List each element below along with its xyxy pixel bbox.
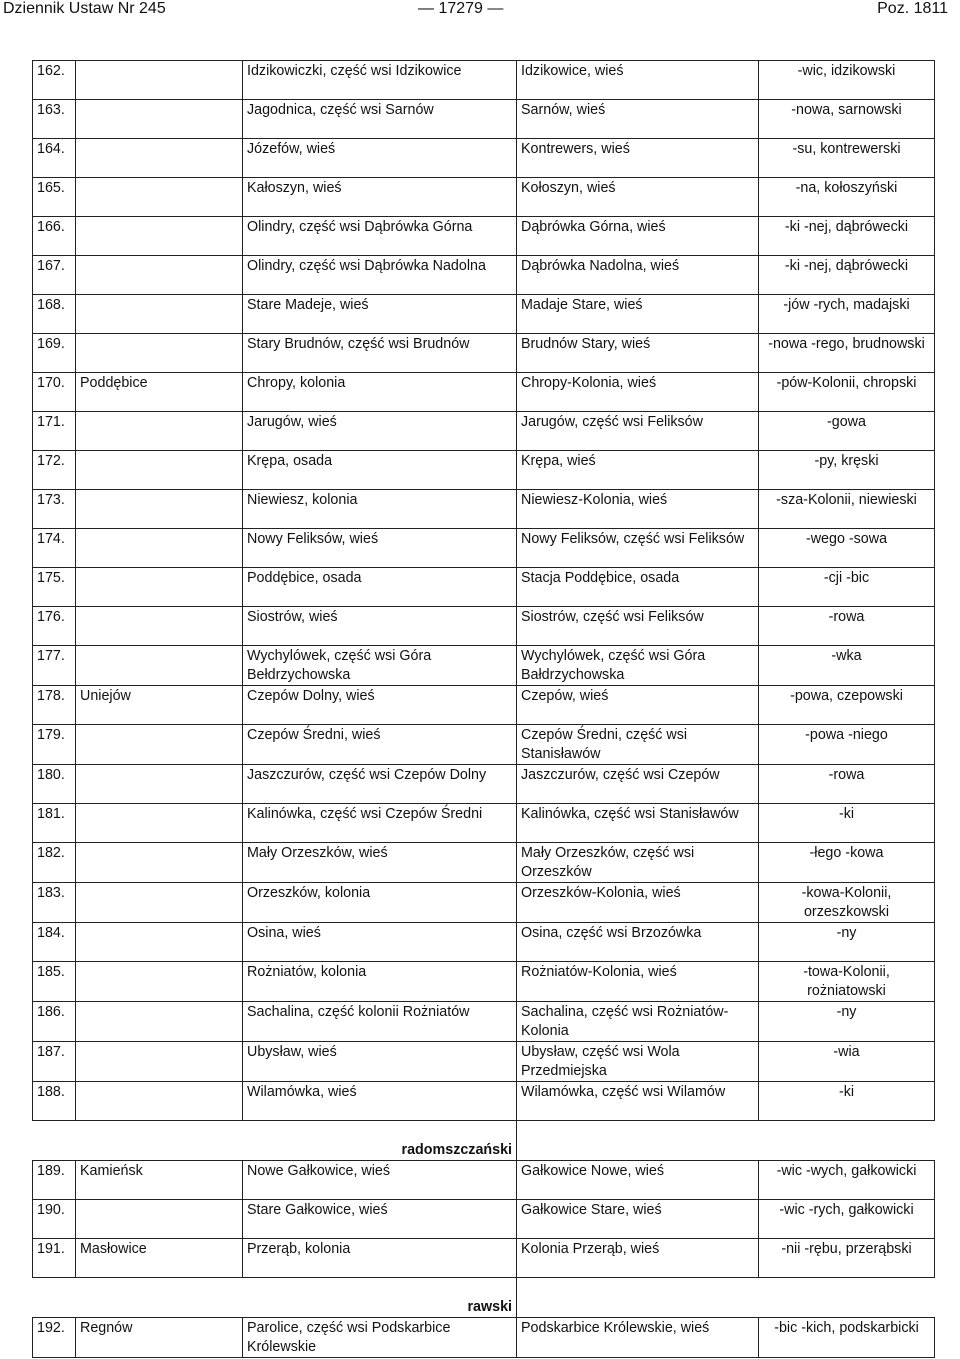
current-name-cell: Przerąb, kolonia	[243, 1239, 517, 1278]
row-number: 172.	[33, 451, 76, 490]
official-name-cell: Sachalina, część wsi Rożniatów-Kolonia	[517, 1002, 759, 1042]
current-name-cell: Czepów Dolny, wieś	[243, 686, 517, 725]
current-name-cell: Jaszczurów, część wsi Czepów Dolny	[243, 765, 517, 804]
current-name-cell: Idzikowiczki, część wsi Idzikowice	[243, 61, 517, 100]
adjective-cell: -cji -bic	[759, 568, 935, 607]
adjective-cell: -kowa-Kolonii, orzeszkowski	[759, 883, 935, 923]
current-name-cell: Józefów, wieś	[243, 139, 517, 178]
current-name-cell: Mały Orzeszków, wieś	[243, 843, 517, 883]
official-name-cell: Chropy-Kolonia, wieś	[517, 373, 759, 412]
table-row	[33, 1239, 935, 1278]
official-name-cell: Brudnów Stary, wieś	[517, 334, 759, 373]
adjective-cell: -jów -rych, madajski	[759, 295, 935, 334]
current-name-cell: Czepów Średni, wieś	[243, 725, 517, 765]
adjective-cell: -nowa, sarnowski	[759, 100, 935, 139]
table-row	[33, 100, 935, 139]
table-row	[33, 804, 935, 843]
table-row	[33, 1002, 935, 1042]
table-row	[33, 843, 935, 883]
table-row	[33, 883, 935, 923]
adjective-cell: -wia	[759, 1042, 935, 1082]
adjective-cell: -towa-Kolonii, rożniatowski	[759, 962, 935, 1002]
table-row	[33, 61, 935, 100]
row-number: 192.	[33, 1318, 76, 1358]
adjective-cell: -ny	[759, 1002, 935, 1042]
adjective-cell: -ki	[759, 804, 935, 843]
official-name-cell: Jarugów, część wsi Feliksów	[517, 412, 759, 451]
official-name-cell: Kolonia Przerąb, wieś	[517, 1239, 759, 1278]
official-name-cell: Ubysław, część wsi Wola Przedmiejska	[517, 1042, 759, 1082]
current-name-cell: Stare Madeje, wieś	[243, 295, 517, 334]
current-name-cell: Chropy, kolonia	[243, 373, 517, 412]
gmina-cell: Masłowice	[76, 1239, 243, 1278]
gmina-cell	[76, 256, 243, 295]
gmina-cell	[76, 1082, 243, 1121]
county-name: radomszczański	[76, 1121, 517, 1161]
current-name-cell: Jarugów, wieś	[243, 412, 517, 451]
gmina-cell: Poddębice	[76, 373, 243, 412]
table-row	[33, 607, 935, 646]
journal-title: Dziennik Ustaw Nr 245	[3, 0, 166, 17]
adjective-cell: -powa, czepowski	[759, 686, 935, 725]
gmina-cell	[76, 217, 243, 256]
gmina-cell	[76, 923, 243, 962]
row-number: 170.	[33, 373, 76, 412]
table-row	[33, 256, 935, 295]
official-name-cell: Gałkowice Stare, wieś	[517, 1200, 759, 1239]
county-section-row	[33, 1121, 935, 1161]
row-number: 164.	[33, 139, 76, 178]
county-section-row	[33, 1278, 935, 1318]
gmina-cell	[76, 725, 243, 765]
row-number: 190.	[33, 1200, 76, 1239]
current-name-cell: Parolice, część wsi Podskarbice Królewskie	[243, 1318, 517, 1358]
gmina-cell	[76, 804, 243, 843]
official-name-cell: Siostrów, część wsi Feliksów	[517, 607, 759, 646]
table-row	[33, 923, 935, 962]
gmina-cell	[76, 334, 243, 373]
current-name-cell: Wilamówka, wieś	[243, 1082, 517, 1121]
official-name-cell: Gałkowice Nowe, wieś	[517, 1161, 759, 1200]
table-row	[33, 295, 935, 334]
row-number: 171.	[33, 412, 76, 451]
adjective-cell: -py, kręski	[759, 451, 935, 490]
table-row	[33, 373, 935, 412]
official-name-cell: Sarnów, wieś	[517, 100, 759, 139]
adjective-cell: -rowa	[759, 607, 935, 646]
row-number: 180.	[33, 765, 76, 804]
gmina-cell	[76, 607, 243, 646]
table-row	[33, 1042, 935, 1082]
adjective-cell: -ki	[759, 1082, 935, 1121]
table-row	[33, 451, 935, 490]
row-number: 179.	[33, 725, 76, 765]
official-name-cell: Rożniatów-Kolonia, wieś	[517, 962, 759, 1002]
adjective-cell: -su, kontrewerski	[759, 139, 935, 178]
current-name-cell: Krępa, osada	[243, 451, 517, 490]
adjective-cell: -nowa -rego, brudnowski	[759, 334, 935, 373]
row-number: 183.	[33, 883, 76, 923]
gmina-cell	[76, 490, 243, 529]
gmina-cell	[76, 962, 243, 1002]
current-name-cell: Kalinówka, część wsi Czepów Średni	[243, 804, 517, 843]
current-name-cell: Stary Brudnów, część wsi Brudnów	[243, 334, 517, 373]
adjective-cell: -rowa	[759, 765, 935, 804]
current-name-cell: Nowy Feliksów, wieś	[243, 529, 517, 568]
gmina-cell	[76, 295, 243, 334]
current-name-cell: Sachalina, część kolonii Rożniatów	[243, 1002, 517, 1042]
adjective-cell: -bic -kich, podskarbicki	[759, 1318, 935, 1358]
gmina-cell	[76, 100, 243, 139]
official-name-cell: Madaje Stare, wieś	[517, 295, 759, 334]
official-name-cell: Kołoszyn, wieś	[517, 178, 759, 217]
gmina-cell: Uniejów	[76, 686, 243, 725]
adjective-cell: -wka	[759, 646, 935, 686]
table-row	[33, 568, 935, 607]
official-name-cell: Krępa, wieś	[517, 451, 759, 490]
position-number: Poz. 1811	[877, 0, 948, 17]
table-row	[33, 178, 935, 217]
table-row	[33, 217, 935, 256]
adjective-cell: -pów-Kolonii, chropski	[759, 373, 935, 412]
official-name-cell: Orzeszków-Kolonia, wieś	[517, 883, 759, 923]
adjective-cell: -gowa	[759, 412, 935, 451]
current-name-cell: Niewiesz, kolonia	[243, 490, 517, 529]
current-name-cell: Jagodnica, część wsi Sarnów	[243, 100, 517, 139]
row-number: 165.	[33, 178, 76, 217]
adjective-cell: -sza-Kolonii, niewieski	[759, 490, 935, 529]
gmina-cell	[76, 646, 243, 686]
official-name-cell: Czepów, wieś	[517, 686, 759, 725]
table-row	[33, 1161, 935, 1200]
row-number: 189.	[33, 1161, 76, 1200]
gmina-cell	[76, 843, 243, 883]
official-name-cell: Mały Orzeszków, część wsi Orzeszków	[517, 843, 759, 883]
current-name-cell: Orzeszków, kolonia	[243, 883, 517, 923]
row-number: 176.	[33, 607, 76, 646]
gmina-cell	[76, 568, 243, 607]
table-row	[33, 1200, 935, 1239]
current-name-cell: Olindry, część wsi Dąbrówka Nadolna	[243, 256, 517, 295]
adjective-cell: -wego -sowa	[759, 529, 935, 568]
current-name-cell: Poddębice, osada	[243, 568, 517, 607]
table-row	[33, 1082, 935, 1121]
row-number: 182.	[33, 843, 76, 883]
row-number: 166.	[33, 217, 76, 256]
row-number: 175.	[33, 568, 76, 607]
table-row	[33, 646, 935, 686]
row-number: 167.	[33, 256, 76, 295]
official-name-cell: Idzikowice, wieś	[517, 61, 759, 100]
official-name-cell: Stacja Poddębice, osada	[517, 568, 759, 607]
table-row	[33, 412, 935, 451]
current-name-cell: Olindry, część wsi Dąbrówka Górna	[243, 217, 517, 256]
table-row	[33, 725, 935, 765]
gmina-cell: Regnów	[76, 1318, 243, 1358]
official-name-cell: Kontrewers, wieś	[517, 139, 759, 178]
page-number: — 17279 —	[418, 0, 504, 17]
adjective-cell: -wic -rych, gałkowicki	[759, 1200, 935, 1239]
official-name-cell: Osina, część wsi Brzozówka	[517, 923, 759, 962]
current-name-cell: Stare Gałkowice, wieś	[243, 1200, 517, 1239]
row-number: 184.	[33, 923, 76, 962]
current-name-cell: Osina, wieś	[243, 923, 517, 962]
official-name-cell: Wilamówka, część wsi Wilamów	[517, 1082, 759, 1121]
official-name-cell: Dąbrówka Nadolna, wieś	[517, 256, 759, 295]
table-row	[33, 334, 935, 373]
gmina-cell	[76, 451, 243, 490]
table-row	[33, 962, 935, 1002]
row-number: 168.	[33, 295, 76, 334]
row-number: 162.	[33, 61, 76, 100]
row-number: 181.	[33, 804, 76, 843]
gmina-cell	[76, 61, 243, 100]
adjective-cell: -łego -kowa	[759, 843, 935, 883]
adjective-cell: -na, kołoszyński	[759, 178, 935, 217]
adjective-cell: -ny	[759, 923, 935, 962]
row-number: 173.	[33, 490, 76, 529]
official-name-cell: Dąbrówka Górna, wieś	[517, 217, 759, 256]
row-number: 163.	[33, 100, 76, 139]
current-name-cell: Kałoszyn, wieś	[243, 178, 517, 217]
gmina-cell	[76, 529, 243, 568]
row-number: 178.	[33, 686, 76, 725]
gmina-cell	[76, 1042, 243, 1082]
gmina-cell: Kamieńsk	[76, 1161, 243, 1200]
place-names-table	[32, 60, 935, 1358]
table-row	[33, 139, 935, 178]
official-name-cell: Niewiesz-Kolonia, wieś	[517, 490, 759, 529]
adjective-cell: -ki -nej, dąbrówecki	[759, 256, 935, 295]
row-number: 177.	[33, 646, 76, 686]
row-number: 187.	[33, 1042, 76, 1082]
current-name-cell: Ubysław, wieś	[243, 1042, 517, 1082]
row-number: 174.	[33, 529, 76, 568]
gmina-cell	[76, 412, 243, 451]
adjective-cell: -wic, idzikowski	[759, 61, 935, 100]
gmina-cell	[76, 883, 243, 923]
row-number: 191.	[33, 1239, 76, 1278]
official-name-cell: Kalinówka, część wsi Stanisławów	[517, 804, 759, 843]
gmina-cell	[76, 139, 243, 178]
gmina-cell	[76, 1200, 243, 1239]
official-name-cell: Podskarbice Królewskie, wieś	[517, 1318, 759, 1358]
official-name-cell: Wychylówek, część wsi Góra Bałdrzychowska	[517, 646, 759, 686]
current-name-cell: Wychylówek, część wsi Góra Bełdrzychowska	[243, 646, 517, 686]
table-row	[33, 529, 935, 568]
table-row	[33, 490, 935, 529]
row-number: 185.	[33, 962, 76, 1002]
county-name: rawski	[76, 1278, 517, 1318]
row-number: 186.	[33, 1002, 76, 1042]
table-row	[33, 686, 935, 725]
adjective-cell: -nii -rębu, przerąbski	[759, 1239, 935, 1278]
official-name-cell: Nowy Feliksów, część wsi Feliksów	[517, 529, 759, 568]
table-row	[33, 765, 935, 804]
adjective-cell: -powa -niego	[759, 725, 935, 765]
row-number: 169.	[33, 334, 76, 373]
current-name-cell: Rożniatów, kolonia	[243, 962, 517, 1002]
adjective-cell: -wic -wych, gałkowicki	[759, 1161, 935, 1200]
adjective-cell: -ki -nej, dąbrówecki	[759, 217, 935, 256]
current-name-cell: Siostrów, wieś	[243, 607, 517, 646]
current-name-cell: Nowe Gałkowice, wieś	[243, 1161, 517, 1200]
gmina-cell	[76, 178, 243, 217]
official-name-cell: Czepów Średni, część wsi Stanisławów	[517, 725, 759, 765]
row-number: 188.	[33, 1082, 76, 1121]
gmina-cell	[76, 765, 243, 804]
official-name-cell: Jaszczurów, część wsi Czepów	[517, 765, 759, 804]
gmina-cell	[76, 1002, 243, 1042]
page-header	[0, 0, 960, 22]
table-row	[33, 1318, 935, 1358]
